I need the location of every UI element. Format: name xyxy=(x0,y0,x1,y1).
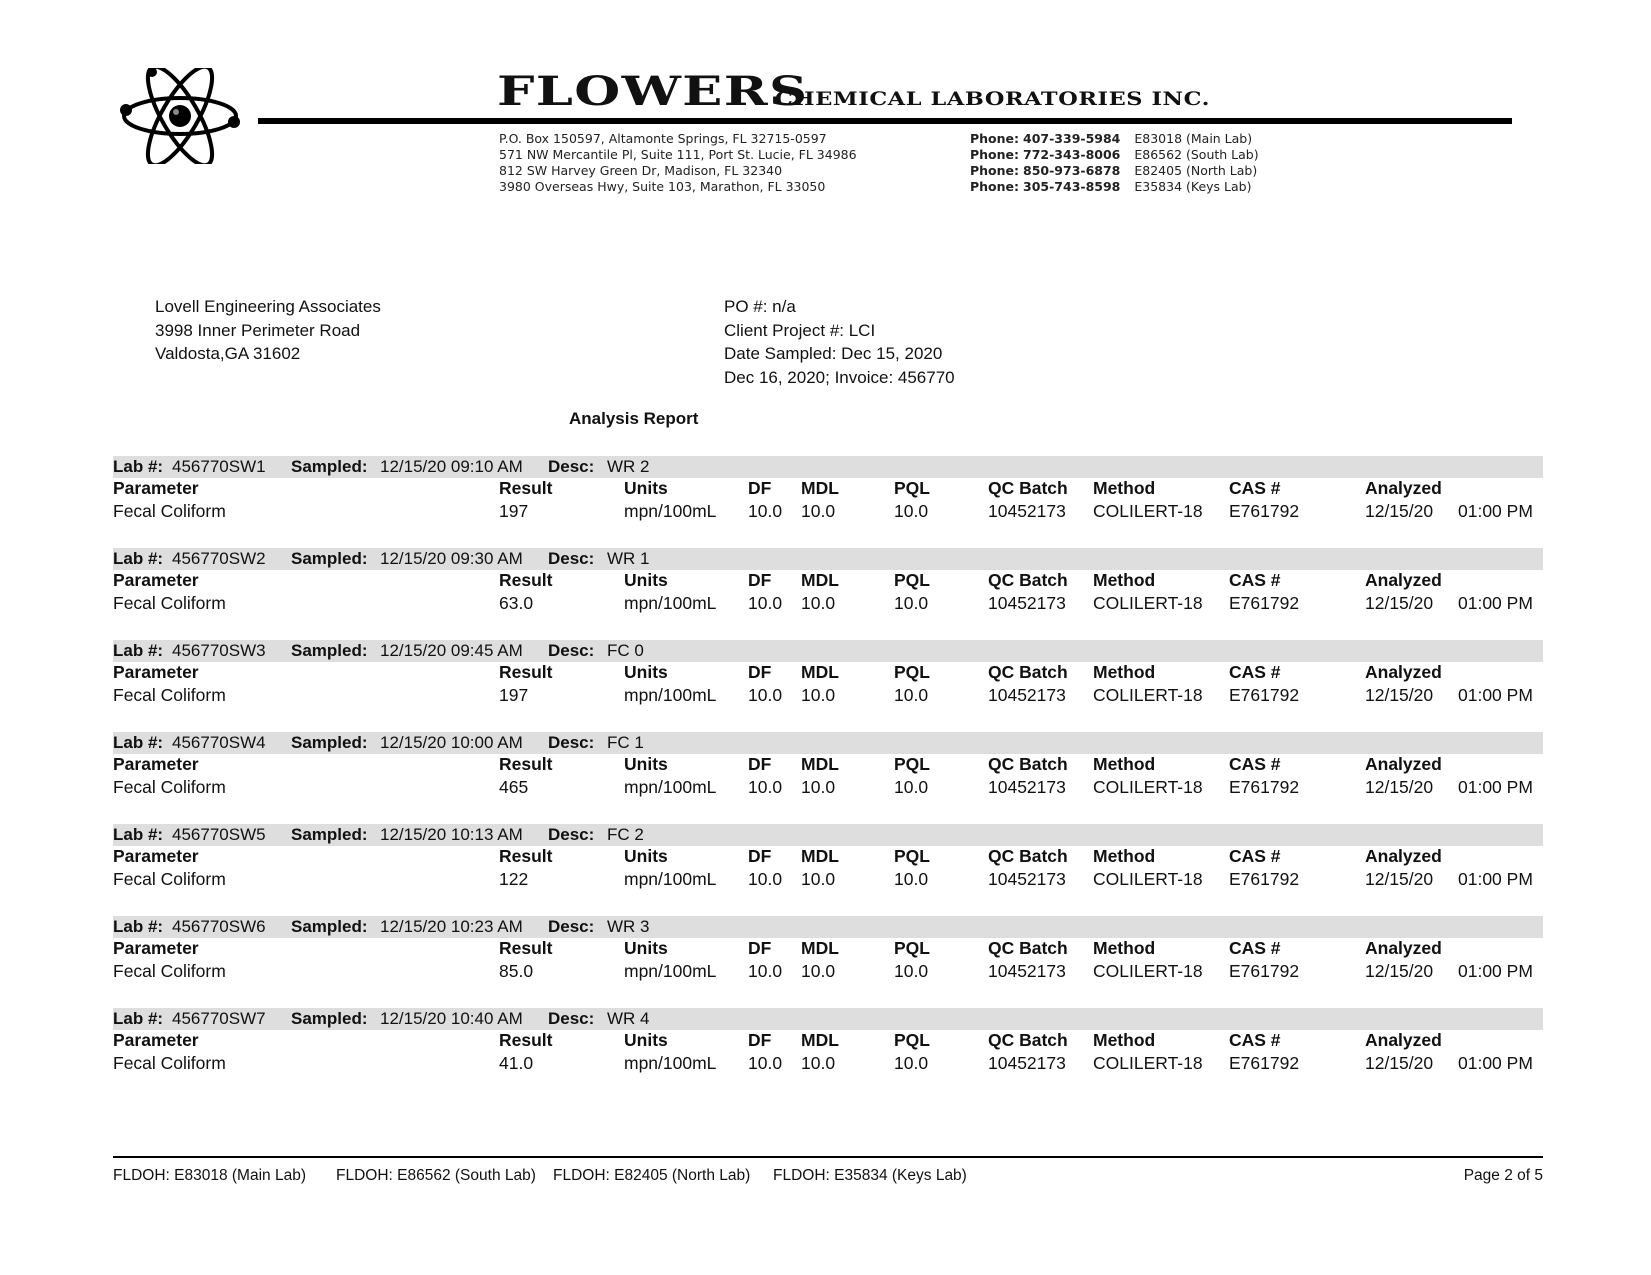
sample-description: FC 0 xyxy=(607,641,644,660)
sample-block xyxy=(113,456,1543,548)
phone-label: Phone: xyxy=(970,147,1020,162)
col-pql-header: PQL xyxy=(894,846,930,866)
column-header-row xyxy=(113,846,1543,868)
cell-analyzed-time: 01:00 PM xyxy=(1458,869,1533,889)
sampled-label: Sampled: xyxy=(291,825,368,844)
lab-label: Lab #: xyxy=(113,733,164,752)
table-row xyxy=(113,685,1543,707)
cell-cas: E761792 xyxy=(1229,961,1300,981)
col-pql-header: PQL xyxy=(894,570,930,590)
cell-units: mpn/100mL xyxy=(624,1053,717,1073)
contact-row xyxy=(970,179,1259,195)
cell-method: COLILERT-18 xyxy=(1093,869,1203,889)
lab-label: Lab #: xyxy=(113,1009,164,1028)
cell-parameter: Fecal Coliform xyxy=(113,593,226,613)
sample-header-bar xyxy=(113,548,1543,570)
col-mdl-header: MDL xyxy=(801,938,839,958)
cell-df: 10.0 xyxy=(748,961,783,981)
phone-number: 305-743-8598 xyxy=(1023,179,1121,194)
phone-label: Phone: xyxy=(970,131,1020,146)
col-df-header: DF xyxy=(748,478,772,498)
sample-description: FC 2 xyxy=(607,825,644,844)
company-wordmark: FLOWERS xyxy=(497,68,809,115)
col-analyzed-header: Analyzed xyxy=(1365,478,1442,498)
column-header-row xyxy=(113,938,1543,960)
cell-method: COLILERT-18 xyxy=(1093,1053,1203,1073)
col-qc-batch-header: QC Batch xyxy=(988,1030,1068,1050)
col-cas-header: CAS # xyxy=(1229,570,1281,590)
footer-lab-id: FLDOH: E82405 (North Lab) xyxy=(553,1167,751,1184)
col-cas-header: CAS # xyxy=(1229,938,1281,958)
col-cas-header: CAS # xyxy=(1229,662,1281,682)
column-header-row xyxy=(113,478,1543,500)
sampled-label: Sampled: xyxy=(291,1009,368,1028)
cell-analyzed-date: 12/15/20 xyxy=(1365,1053,1434,1073)
col-result-header: Result xyxy=(499,662,553,682)
col-analyzed-header: Analyzed xyxy=(1365,662,1442,682)
col-qc-batch-header: QC Batch xyxy=(988,478,1068,498)
sampled-label: Sampled: xyxy=(291,641,368,660)
cell-mdl: 10.0 xyxy=(801,593,836,613)
cell-mdl: 10.0 xyxy=(801,961,836,981)
col-mdl-header: MDL xyxy=(801,846,839,866)
col-param-header: Parameter xyxy=(113,754,199,774)
sample-header-bar xyxy=(113,456,1543,478)
table-row xyxy=(113,869,1543,891)
cell-units: mpn/100mL xyxy=(624,685,717,705)
client-city: Valdosta,GA 31602 xyxy=(155,344,301,363)
desc-label: Desc: xyxy=(548,733,595,752)
cell-cas: E761792 xyxy=(1229,869,1300,889)
cell-df: 10.0 xyxy=(748,593,783,613)
phone-number: 407-339-5984 xyxy=(1023,131,1121,146)
cell-analyzed-date: 12/15/20 xyxy=(1365,961,1434,981)
footer-rule xyxy=(113,1156,1543,1158)
col-pql-header: PQL xyxy=(894,1030,930,1050)
lab-label: Lab #: xyxy=(113,457,164,476)
footer-lab-id: FLDOH: E35834 (Keys Lab) xyxy=(773,1167,967,1184)
lab-id: E86562 (South Lab) xyxy=(1134,147,1259,162)
col-cas-header: CAS # xyxy=(1229,1030,1281,1050)
cell-mdl: 10.0 xyxy=(801,501,836,521)
project-info xyxy=(724,295,955,389)
lab-label: Lab #: xyxy=(113,641,164,660)
col-df-header: DF xyxy=(748,662,772,682)
desc-label: Desc: xyxy=(548,917,595,936)
cell-method: COLILERT-18 xyxy=(1093,501,1203,521)
lab-number: 456770SW1 xyxy=(172,457,266,476)
col-units-header: Units xyxy=(624,846,668,866)
sample-header-bar xyxy=(113,916,1543,938)
cell-units: mpn/100mL xyxy=(624,777,717,797)
col-units-header: Units xyxy=(624,1030,668,1050)
col-param-header: Parameter xyxy=(113,570,199,590)
cell-result: 465 xyxy=(499,777,529,797)
cell-mdl: 10.0 xyxy=(801,777,836,797)
sample-description: WR 2 xyxy=(607,457,650,476)
col-param-header: Parameter xyxy=(113,1030,199,1050)
sampled-datetime: 12/15/20 09:30 AM xyxy=(380,549,523,568)
contact-row xyxy=(970,147,1259,163)
desc-label: Desc: xyxy=(548,825,595,844)
desc-label: Desc: xyxy=(548,641,595,660)
cell-qc-batch: 10452173 xyxy=(988,685,1066,705)
cell-analyzed-date: 12/15/20 xyxy=(1365,685,1434,705)
col-pql-header: PQL xyxy=(894,478,930,498)
sampled-datetime: 12/15/20 10:40 AM xyxy=(380,1009,523,1028)
sample-block xyxy=(113,640,1543,732)
col-mdl-header: MDL xyxy=(801,754,839,774)
sample-block xyxy=(113,916,1543,1008)
cell-mdl: 10.0 xyxy=(801,685,836,705)
lab-number: 456770SW6 xyxy=(172,917,266,936)
cell-analyzed-date: 12/15/20 xyxy=(1365,869,1434,889)
cell-df: 10.0 xyxy=(748,685,783,705)
sample-description: WR 3 xyxy=(607,917,650,936)
company-subtitle: CHEMICAL LABORATORIES INC. xyxy=(775,88,1211,110)
date-sampled: Date Sampled: Dec 15, 2020 xyxy=(724,344,943,363)
col-analyzed-header: Analyzed xyxy=(1365,938,1442,958)
cell-analyzed-time: 01:00 PM xyxy=(1458,1053,1533,1073)
phone-label: Phone: xyxy=(970,163,1020,178)
cell-mdl: 10.0 xyxy=(801,869,836,889)
cell-parameter: Fecal Coliform xyxy=(113,685,226,705)
phone-number: 850-973-6878 xyxy=(1023,163,1121,178)
invoice-line: Dec 16, 2020; Invoice: 456770 xyxy=(724,367,955,387)
col-method-header: Method xyxy=(1093,478,1156,498)
cell-pql: 10.0 xyxy=(894,961,929,981)
cell-units: mpn/100mL xyxy=(624,869,717,889)
lab-contacts xyxy=(970,131,1259,195)
col-analyzed-header: Analyzed xyxy=(1365,754,1442,774)
cell-cas: E761792 xyxy=(1229,685,1300,705)
col-df-header: DF xyxy=(748,1030,772,1050)
sampled-label: Sampled: xyxy=(291,549,368,568)
cell-parameter: Fecal Coliform xyxy=(113,777,226,797)
sampled-datetime: 12/15/20 09:45 AM xyxy=(380,641,523,660)
lab-number: 456770SW5 xyxy=(172,825,266,844)
cell-units: mpn/100mL xyxy=(624,593,717,613)
lab-label: Lab #: xyxy=(113,917,164,936)
cell-result: 41.0 xyxy=(499,1053,534,1073)
col-result-header: Result xyxy=(499,570,553,590)
column-header-row xyxy=(113,662,1543,684)
col-mdl-header: MDL xyxy=(801,1030,839,1050)
company-name xyxy=(497,68,1211,115)
sample-block xyxy=(113,548,1543,640)
lab-number: 456770SW3 xyxy=(172,641,266,660)
table-row xyxy=(113,501,1543,523)
po-number: PO #: n/a xyxy=(724,297,796,316)
col-units-header: Units xyxy=(624,570,668,590)
cell-pql: 10.0 xyxy=(894,593,929,613)
report-title: Analysis Report xyxy=(569,409,699,428)
cell-parameter: Fecal Coliform xyxy=(113,501,226,521)
cell-result: 197 xyxy=(499,501,529,521)
cell-df: 10.0 xyxy=(748,777,783,797)
lab-label: Lab #: xyxy=(113,549,164,568)
col-df-header: DF xyxy=(748,754,772,774)
cell-pql: 10.0 xyxy=(894,501,929,521)
lab-id: E83018 (Main Lab) xyxy=(1134,131,1253,146)
col-df-header: DF xyxy=(748,846,772,866)
cell-result: 197 xyxy=(499,685,529,705)
client-street: 3998 Inner Perimeter Road xyxy=(155,320,361,340)
col-method-header: Method xyxy=(1093,570,1156,590)
col-param-header: Parameter xyxy=(113,662,199,682)
cell-analyzed-time: 01:00 PM xyxy=(1458,685,1533,705)
cell-mdl: 10.0 xyxy=(801,1053,836,1073)
cell-qc-batch: 10452173 xyxy=(988,593,1066,613)
sample-block xyxy=(113,1008,1543,1100)
col-mdl-header: MDL xyxy=(801,570,839,590)
address-line: 3980 Overseas Hwy, Suite 103, Marathon, FL 33050 xyxy=(499,179,826,194)
col-param-header: Parameter xyxy=(113,846,199,866)
cell-qc-batch: 10452173 xyxy=(988,501,1066,521)
col-method-header: Method xyxy=(1093,754,1156,774)
cell-cas: E761792 xyxy=(1229,777,1300,797)
cell-pql: 10.0 xyxy=(894,869,929,889)
desc-label: Desc: xyxy=(548,549,595,568)
sampled-datetime: 12/15/20 10:00 AM xyxy=(380,733,523,752)
lab-number: 456770SW7 xyxy=(172,1009,266,1028)
col-df-header: DF xyxy=(748,938,772,958)
col-qc-batch-header: QC Batch xyxy=(988,846,1068,866)
cell-method: COLILERT-18 xyxy=(1093,685,1203,705)
cell-method: COLILERT-18 xyxy=(1093,593,1203,613)
cell-result: 63.0 xyxy=(499,593,534,613)
cell-qc-batch: 10452173 xyxy=(988,869,1066,889)
footer-lab-id: FLDOH: E86562 (South Lab) xyxy=(336,1167,536,1184)
header-rule xyxy=(258,118,1512,124)
cell-pql: 10.0 xyxy=(894,777,929,797)
lab-number: 456770SW2 xyxy=(172,549,266,568)
desc-label: Desc: xyxy=(548,457,595,476)
cell-result: 122 xyxy=(499,869,529,889)
col-analyzed-header: Analyzed xyxy=(1365,570,1442,590)
col-cas-header: CAS # xyxy=(1229,846,1281,866)
cell-units: mpn/100mL xyxy=(624,501,717,521)
client-address xyxy=(155,295,381,366)
atom-logo xyxy=(118,68,242,164)
sample-block xyxy=(113,824,1543,916)
col-pql-header: PQL xyxy=(894,662,930,682)
sample-description: WR 1 xyxy=(607,549,650,568)
col-units-header: Units xyxy=(624,662,668,682)
col-qc-batch-header: QC Batch xyxy=(988,938,1068,958)
col-cas-header: CAS # xyxy=(1229,478,1281,498)
cell-cas: E761792 xyxy=(1229,593,1300,613)
col-method-header: Method xyxy=(1093,846,1156,866)
col-mdl-header: MDL xyxy=(801,478,839,498)
col-cas-header: CAS # xyxy=(1229,754,1281,774)
lab-label: Lab #: xyxy=(113,825,164,844)
sample-header-bar xyxy=(113,732,1543,754)
sampled-label: Sampled: xyxy=(291,733,368,752)
table-row xyxy=(113,777,1543,799)
cell-analyzed-time: 01:00 PM xyxy=(1458,593,1533,613)
col-units-header: Units xyxy=(624,478,668,498)
col-result-header: Result xyxy=(499,938,553,958)
col-result-header: Result xyxy=(499,846,553,866)
cell-qc-batch: 10452173 xyxy=(988,1053,1066,1073)
col-result-header: Result xyxy=(499,478,553,498)
column-header-row xyxy=(113,754,1543,776)
cell-analyzed-date: 12/15/20 xyxy=(1365,777,1434,797)
sample-header-bar xyxy=(113,1008,1543,1030)
cell-df: 10.0 xyxy=(748,869,783,889)
client-name: Lovell Engineering Associates xyxy=(155,297,381,316)
sample-header-bar xyxy=(113,640,1543,662)
cell-analyzed-date: 12/15/20 xyxy=(1365,501,1434,521)
address-line: 812 SW Harvey Green Dr, Madison, FL 32340 xyxy=(499,163,783,178)
col-analyzed-header: Analyzed xyxy=(1365,1030,1442,1050)
cell-method: COLILERT-18 xyxy=(1093,777,1203,797)
contact-row xyxy=(970,131,1259,147)
col-pql-header: PQL xyxy=(894,754,930,774)
cell-parameter: Fecal Coliform xyxy=(113,1053,226,1073)
phone-label: Phone: xyxy=(970,179,1020,194)
col-df-header: DF xyxy=(748,570,772,590)
lab-id: E35834 (Keys Lab) xyxy=(1134,179,1252,194)
page-number: Page 2 of 5 xyxy=(1463,1167,1543,1184)
cell-cas: E761792 xyxy=(1229,501,1300,521)
col-param-header: Parameter xyxy=(113,938,199,958)
cell-parameter: Fecal Coliform xyxy=(113,961,226,981)
cell-qc-batch: 10452173 xyxy=(988,961,1066,981)
footer-lab-id: FLDOH: E83018 (Main Lab) xyxy=(113,1167,306,1184)
sample-description: FC 1 xyxy=(607,733,644,752)
cell-result: 85.0 xyxy=(499,961,534,981)
cell-analyzed-date: 12/15/20 xyxy=(1365,593,1434,613)
col-units-header: Units xyxy=(624,938,668,958)
cell-df: 10.0 xyxy=(748,501,783,521)
cell-analyzed-time: 01:00 PM xyxy=(1458,501,1533,521)
col-result-header: Result xyxy=(499,1030,553,1050)
lab-addresses xyxy=(499,131,857,195)
cell-parameter: Fecal Coliform xyxy=(113,869,226,889)
col-pql-header: PQL xyxy=(894,938,930,958)
address-line: 571 NW Mercantile Pl, Suite 111, Port St. Lucie, FL 34986 xyxy=(499,147,857,162)
table-row xyxy=(113,1053,1543,1075)
client-project-number: Client Project #: LCI xyxy=(724,320,876,340)
col-mdl-header: MDL xyxy=(801,662,839,682)
phone-number: 772-343-8006 xyxy=(1023,147,1121,162)
contact-row xyxy=(970,163,1259,179)
table-row xyxy=(113,593,1543,615)
cell-df: 10.0 xyxy=(748,1053,783,1073)
col-qc-batch-header: QC Batch xyxy=(988,570,1068,590)
sampled-datetime: 12/15/20 10:13 AM xyxy=(380,825,523,844)
col-method-header: Method xyxy=(1093,662,1156,682)
sampled-datetime: 12/15/20 09:10 AM xyxy=(380,457,523,476)
col-method-header: Method xyxy=(1093,938,1156,958)
address-line: P.O. Box 150597, Altamonte Springs, FL 32715-0597 xyxy=(499,131,827,146)
sample-header-bar xyxy=(113,824,1543,846)
col-param-header: Parameter xyxy=(113,478,199,498)
cell-analyzed-time: 01:00 PM xyxy=(1458,777,1533,797)
col-analyzed-header: Analyzed xyxy=(1365,846,1442,866)
cell-units: mpn/100mL xyxy=(624,961,717,981)
cell-pql: 10.0 xyxy=(894,1053,929,1073)
column-header-row xyxy=(113,570,1543,592)
col-result-header: Result xyxy=(499,754,553,774)
lab-number: 456770SW4 xyxy=(172,733,266,752)
column-header-row xyxy=(113,1030,1543,1052)
cell-cas: E761792 xyxy=(1229,1053,1300,1073)
sample-block xyxy=(113,732,1543,824)
col-qc-batch-header: QC Batch xyxy=(988,662,1068,682)
cell-analyzed-time: 01:00 PM xyxy=(1458,961,1533,981)
sampled-datetime: 12/15/20 10:23 AM xyxy=(380,917,523,936)
cell-method: COLILERT-18 xyxy=(1093,961,1203,981)
table-row xyxy=(113,961,1543,983)
lab-id: E82405 (North Lab) xyxy=(1134,163,1258,178)
sample-description: WR 4 xyxy=(607,1009,650,1028)
cell-qc-batch: 10452173 xyxy=(988,777,1066,797)
col-units-header: Units xyxy=(624,754,668,774)
cell-pql: 10.0 xyxy=(894,685,929,705)
sampled-label: Sampled: xyxy=(291,917,368,936)
desc-label: Desc: xyxy=(548,1009,595,1028)
col-method-header: Method xyxy=(1093,1030,1156,1050)
sample-list xyxy=(113,456,1543,1100)
sampled-label: Sampled: xyxy=(291,457,368,476)
col-qc-batch-header: QC Batch xyxy=(988,754,1068,774)
